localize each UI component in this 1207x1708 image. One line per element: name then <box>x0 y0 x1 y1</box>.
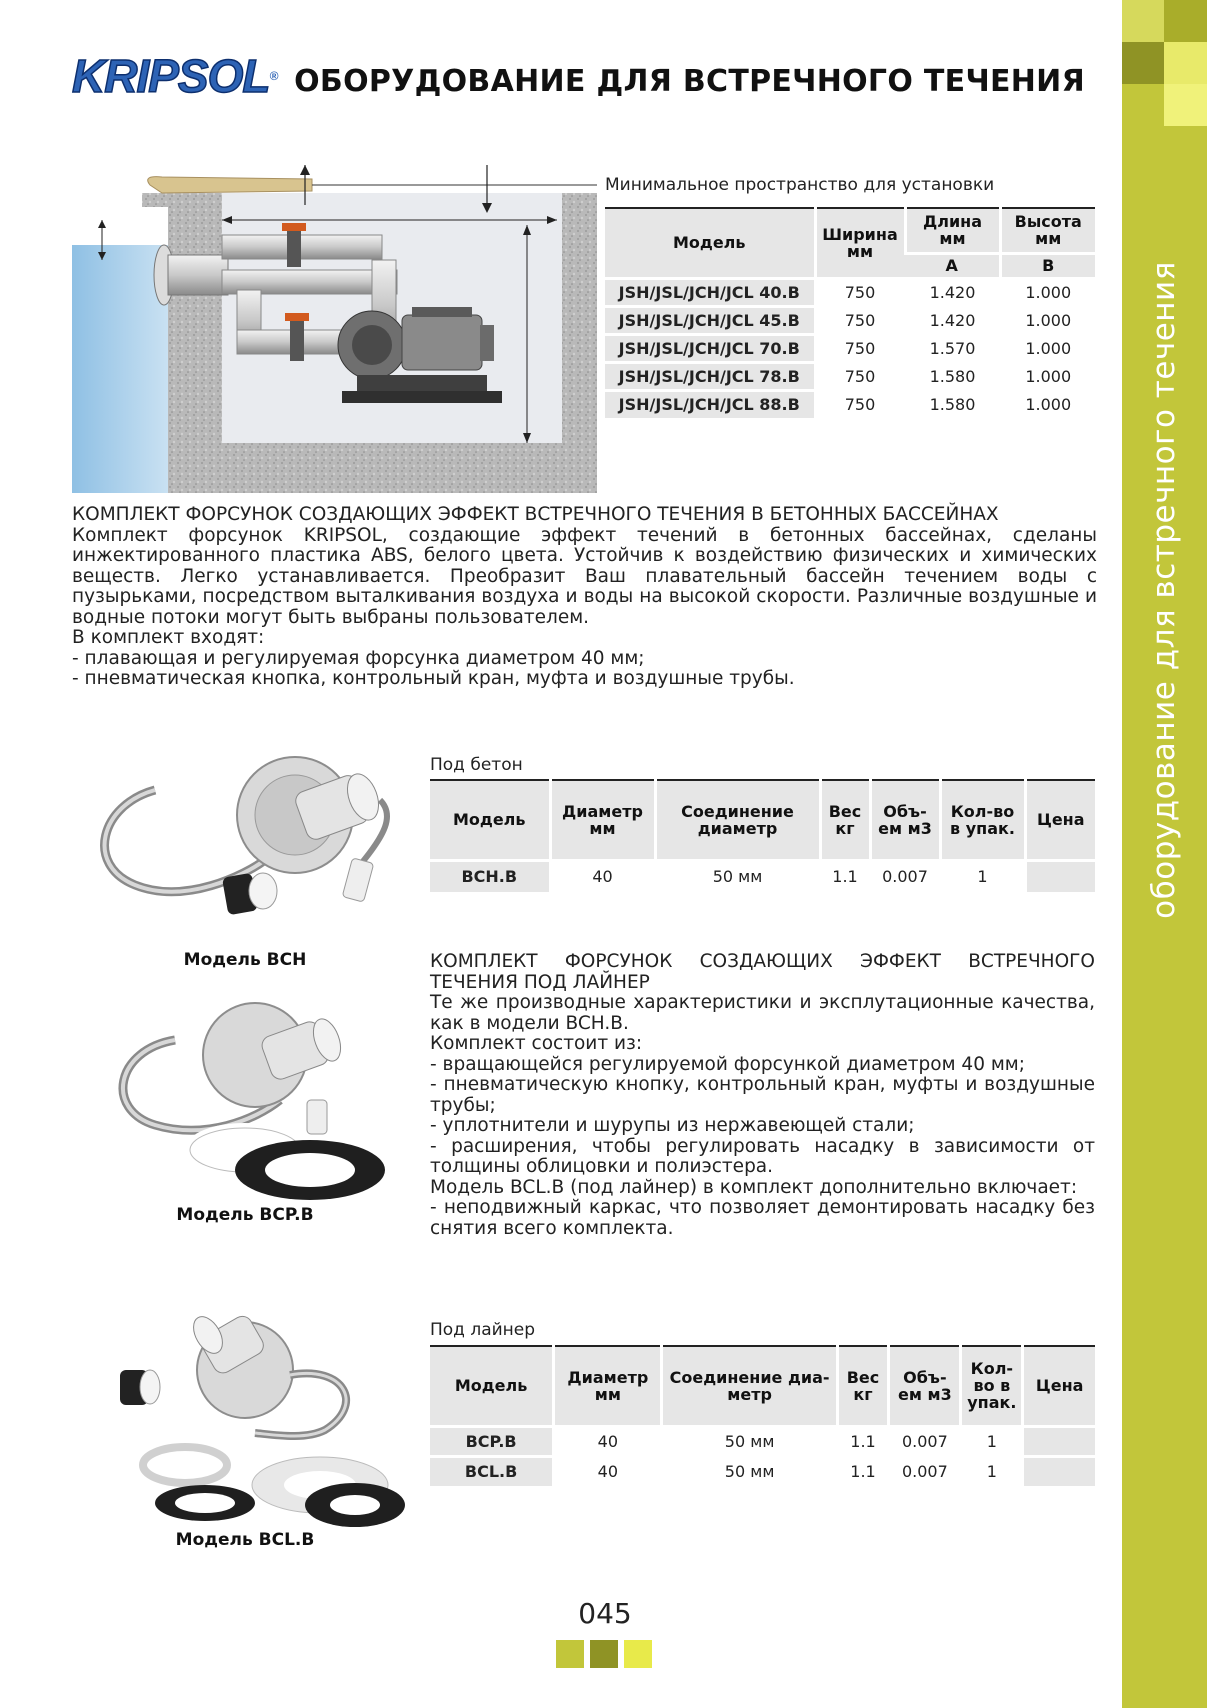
footer-square <box>590 1640 618 1668</box>
concrete-table-caption: Под бетон <box>430 755 523 775</box>
product-caption-bcl: Модель BCL.B <box>175 1530 315 1550</box>
cell-height: 1.000 <box>1000 334 1095 362</box>
cell-model: JSH/JSL/JCH/JCL 78.B <box>605 362 815 390</box>
cell-height: 1.000 <box>1000 362 1095 390</box>
cell-connection: 50 мм <box>662 1426 837 1456</box>
cell-price <box>1023 1426 1095 1456</box>
product-caption-bcp: Модель BCP.B <box>176 1205 314 1225</box>
dimensions-table-caption: Минимальное пространство для установки <box>605 175 995 195</box>
cell-model: BCP.B <box>430 1426 554 1456</box>
table-row <box>430 1456 1095 1486</box>
cell-model: JSH/JSL/JCH/JCL 70.B <box>605 334 815 362</box>
cell-height: 1.000 <box>1000 278 1095 306</box>
cell-width: 750 <box>815 306 905 334</box>
cell-length: 1.420 <box>905 306 1000 334</box>
col-header-diameter: Диаметр мм <box>550 780 655 860</box>
cell-width: 750 <box>815 334 905 362</box>
cell-volume: 0.007 <box>889 1426 961 1456</box>
concrete-section-item: - пневматическая кнопка, контрольный кран, муфта и воздушные трубы. <box>72 668 795 689</box>
cell-weight: 1.1 <box>837 1456 889 1486</box>
pool-installation-diagram <box>72 165 597 493</box>
liner-table <box>430 1345 1095 1486</box>
cell-diameter: 40 <box>554 1426 662 1456</box>
table-row <box>605 278 1095 306</box>
side-square <box>1164 42 1207 84</box>
cell-qty: 1 <box>961 1456 1023 1486</box>
cell-width: 750 <box>815 362 905 390</box>
cell-model: BCL.B <box>430 1456 554 1486</box>
col-header-price: Цена <box>1025 780 1095 860</box>
col-header-volume: Объ-ем м3 <box>889 1346 961 1426</box>
side-square <box>1122 0 1164 42</box>
footer-square <box>556 1640 584 1668</box>
col-header-connection: Соединение диаметр <box>655 780 820 860</box>
col-header-model: Модель <box>430 1346 554 1426</box>
cell-connection: 50 мм <box>662 1456 837 1486</box>
cell-length: 1.570 <box>905 334 1000 362</box>
col-subheader-b: B <box>1000 253 1095 278</box>
concrete-section-body: Комплект форсунок KRIPSOL, создающие эффект течений в бетонных бассейнах, сделаны инжектированного пластика ABS, белого цвета. Устойчив к воздействию физических и химических веществ. Легко устанавливается. Преобразит Ваш плавательный бассейн течением воды с пузырьками, посредством выталкивания воздуха и воды на высокой скорости. Различные воздушные и водные потоки могут быть выбраны пользователем. <box>72 524 1097 628</box>
cell-qty: 1 <box>940 860 1025 892</box>
liner-table-caption: Под лайнер <box>430 1320 536 1340</box>
cell-model: BCH.B <box>430 860 550 892</box>
cell-connection: 50 мм <box>655 860 820 892</box>
col-header-volume: Объ-ем м3 <box>870 780 940 860</box>
table-row <box>430 860 1095 892</box>
cell-diameter: 40 <box>554 1456 662 1486</box>
col-header-qty: Кол-во в упак. <box>940 780 1025 860</box>
col-header-length: Длина мм <box>905 208 1000 253</box>
cell-weight: 1.1 <box>837 1426 889 1456</box>
col-header-connection: Соединение диа-метр <box>662 1346 837 1426</box>
table-row <box>430 1426 1095 1456</box>
cell-model: JSH/JSL/JCH/JCL 88.B <box>605 390 815 418</box>
logo-text: KRIPSOL <box>72 50 270 102</box>
product-image-bcp <box>95 1000 405 1205</box>
product-caption-bch: Модель BCH <box>183 950 307 970</box>
liner-section-item: - пневматическую кнопку, контрольный кран, муфты и воздушные трубы; <box>430 1074 1095 1116</box>
concrete-section-item: - плавающая и регулируемая форсунка диаметром 40 мм; <box>72 647 645 669</box>
col-subheader-a: A <box>905 253 1000 278</box>
cell-volume: 0.007 <box>889 1456 961 1486</box>
side-band-title: оборудование для встречного течения <box>1146 261 1182 919</box>
cell-price <box>1025 860 1095 892</box>
product-image-bch <box>95 745 405 945</box>
liner-section-item: - вращающейся регулируемой форсункой диаметром 40 мм; <box>430 1053 1025 1075</box>
concrete-section <box>72 505 1097 690</box>
cell-length: 1.580 <box>905 362 1000 390</box>
cell-length: 1.580 <box>905 390 1000 418</box>
col-header-model: Модель <box>430 780 550 860</box>
concrete-table <box>430 779 1095 892</box>
cell-qty: 1 <box>961 1426 1023 1456</box>
side-square <box>1122 42 1164 84</box>
kripsol-logo: KRIPSOL® <box>72 50 278 102</box>
cell-model: JSH/JSL/JCH/JCL 40.B <box>605 278 815 306</box>
col-header-price: Цена <box>1023 1346 1095 1426</box>
cell-width: 750 <box>815 390 905 418</box>
cell-height: 1.000 <box>1000 390 1095 418</box>
dimensions-table <box>605 207 1095 418</box>
cell-weight: 1.1 <box>820 860 870 892</box>
cell-width: 750 <box>815 278 905 306</box>
col-header-weight: Вес кг <box>837 1346 889 1426</box>
cell-length: 1.420 <box>905 278 1000 306</box>
table-row <box>605 390 1095 418</box>
table-row <box>605 362 1095 390</box>
col-header-weight: Вес кг <box>820 780 870 860</box>
liner-section-extra-intro: Модель BCL.B (под лайнер) в комплект дополнительно включает: <box>430 1176 1078 1198</box>
cell-diameter: 40 <box>550 860 655 892</box>
concrete-section-list-intro: В комплект входят: <box>72 627 265 648</box>
page-number: 045 <box>578 1597 632 1630</box>
cell-volume: 0.007 <box>870 860 940 892</box>
table-row <box>605 334 1095 362</box>
footer-square <box>624 1640 652 1668</box>
liner-section-item: - уплотнители и шурупы из нержавеющей стали; <box>430 1115 915 1136</box>
liner-section-heading: КОМПЛЕКТ ФОРСУНОК СОЗДАЮЩИХ ЭФФЕКТ ВСТРЕЧНОГО ТЕЧЕНИЯ ПОД ЛАЙНЕР <box>430 951 1095 993</box>
liner-section-list-intro: Комплект состоит из: <box>430 1033 643 1054</box>
col-header-height: Высота мм <box>1000 208 1095 253</box>
page-title: ОБОРУДОВАНИЕ ДЛЯ ВСТРЕЧНОГО ТЕЧЕНИЯ <box>294 64 1085 99</box>
side-square <box>1164 0 1207 42</box>
concrete-section-heading: КОМПЛЕКТ ФОРСУНОК СОЗДАЮЩИХ ЭФФЕКТ ВСТРЕЧНОГО ТЕЧЕНИЯ В БЕТОННЫХ БАССЕЙНАХ <box>72 504 999 525</box>
col-header-model: Модель <box>605 208 815 278</box>
cell-height: 1.000 <box>1000 306 1095 334</box>
liner-section-extra-item: - неподвижный каркас, что позволяет демонтировать насадку без снятия всего комплекта. <box>430 1197 1095 1239</box>
cell-model: JSH/JSL/JCH/JCL 45.B <box>605 306 815 334</box>
liner-section-item: - расширения, чтобы регулировать насадку в зависимости от толщины облицовки и полиэстера. <box>430 1135 1095 1177</box>
liner-section-intro: Те же производные характеристики и эксплутационные качества, как в модели BCH.B. <box>430 992 1095 1034</box>
table-row <box>605 306 1095 334</box>
col-header-qty: Кол-во в упак. <box>961 1346 1023 1426</box>
col-header-width: Ширина мм <box>815 208 905 278</box>
col-header-diameter: Диаметр мм <box>554 1346 662 1426</box>
product-image-bcl <box>105 1315 405 1530</box>
liner-section <box>430 952 1095 1239</box>
cell-price <box>1023 1456 1095 1486</box>
side-square <box>1164 84 1207 126</box>
